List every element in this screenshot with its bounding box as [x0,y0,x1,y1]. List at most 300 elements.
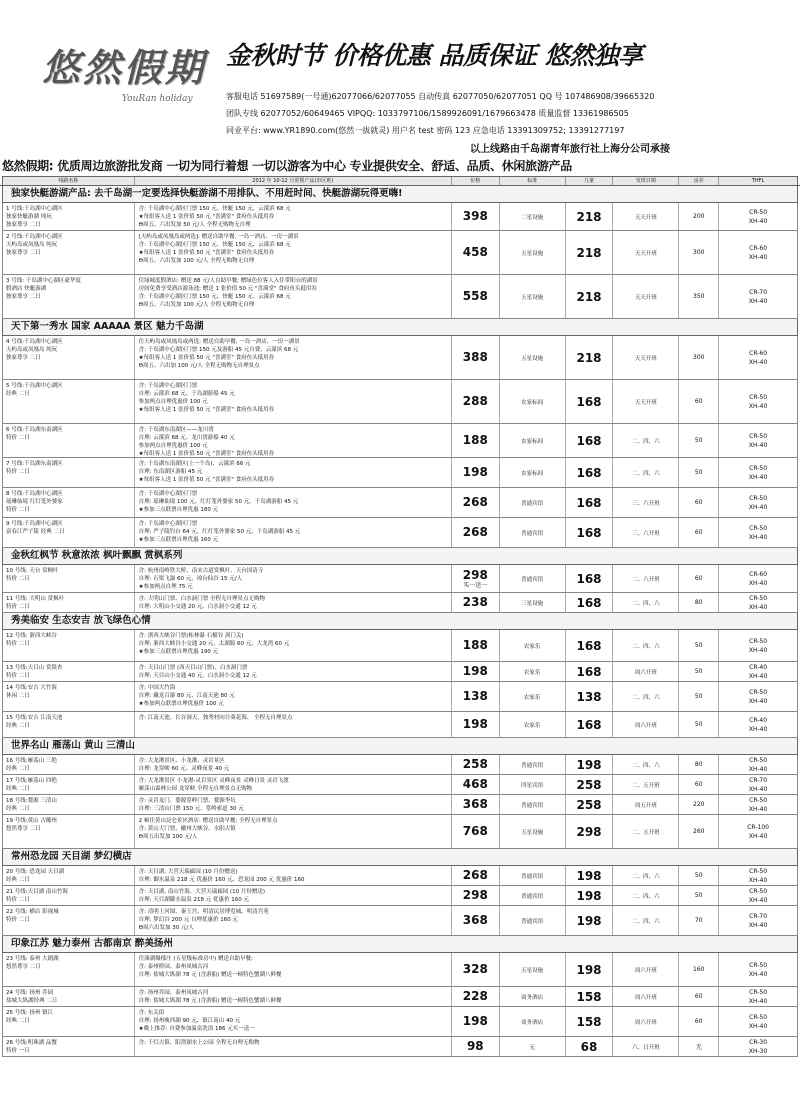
description-line: Ɵ周五出发加 100 元/人 [138,834,198,840]
route-name [3,518,135,547]
route-name-line: 特价 一日 [6,1048,30,1054]
route-name-line: 26 号线:明珠湖 品蟹 [6,1040,57,1046]
description-line: ★每组客人送 1 张价值 50 元 "喜满堂" 食府鱼头抵用券 [138,250,275,256]
price-value: 468 [462,777,488,791]
description-line: 自理: 藏龙百瀑 80 元、江南天池 80 元 [138,693,235,699]
thfl-line: XH-40 [748,217,768,225]
thfl-cell [719,1007,797,1036]
route-name-line: 25 号线: 扬州 镇江 [6,1010,54,1016]
thfl-cell [719,203,797,230]
room-diff-cell: 50 [679,458,719,487]
price-cell [452,795,500,814]
price-value: 288 [462,394,488,408]
description-line: 自理: 云濛滨 68 元、龙川湾游船 40 元 [138,435,235,441]
route-description [135,682,452,711]
standard-cell: 五星设施 [500,336,566,379]
route-name [3,755,135,774]
thfl-line: XH-40 [748,1022,768,1030]
description-line: 含: 千岛湖东南湖区——龙川湾 [138,427,214,433]
description-line: ★每组客人送 1 张价值 50 元 "喜满堂" 食府鱼头抵用券 [138,407,275,413]
description-line: 住溱湖爆郁庄 (五星级标准房中) 赠送自助早餐; [138,956,253,962]
thfl-cell [719,755,797,774]
table-row [2,712,798,738]
price-cell [452,380,500,423]
description-line: 含: 天目山门票 (西天目山门票)、白水洞门票 [138,665,248,671]
price-cell [452,565,500,592]
company-motto: 悠然假期: 优质周边旅游批发商 一切为同行着想 一切以游客为中心 专业提供安全、舒适、品质、休闲旅游产品 [2,159,572,173]
price-value: 198 [462,465,488,479]
thfl-line: CR-50 [749,594,768,602]
description-line: Ɵ周五、六出发加 100 元/人 全程无购物无自理 [138,302,255,308]
price-promo: 买一送一 [463,581,488,589]
thfl-cell [719,630,797,661]
table-header [2,176,798,186]
description-line: 自理: 御水温泉 218 元 优惠价 160 元、恐龙园 200 元 优惠价 160 [138,877,305,883]
thfl-line: XH-40 [748,358,768,366]
table-row [2,336,798,380]
room-diff-cell: 50 [679,886,719,905]
thfl-line: CR-70 [749,776,768,784]
route-name-line: 15 号线:安吉 江南天池 [6,715,63,721]
route-name [3,336,135,379]
thfl-line: XH-40 [748,997,768,1005]
route-name-line: 悠然尊享 二日 [6,964,41,970]
header-description: 2012 年 10-12 月常规产品(市区班) [135,177,452,185]
price-cell [452,518,500,547]
header-child: 儿童 [566,177,614,185]
table-row [2,203,798,231]
price-value: 198 [462,1014,488,1028]
standard-cell: 农家标间 [500,458,566,487]
thfl-cell [719,682,797,711]
departure-cell: 天天开班 [613,231,679,274]
route-name-line: 独家尊享 二日 [6,250,41,256]
route-name [3,203,135,230]
room-diff-cell: 300 [679,336,719,379]
standard-cell: 无 [500,1037,566,1056]
route-description [135,565,452,592]
description-line: Ɵ周五、六出加 100 元/人 全程无购物无自理景点 [138,363,260,369]
thfl-cell [719,906,797,935]
price-value: 138 [462,689,488,703]
route-name-line: 天屿岛或凤凰岛 纯玩 [6,347,58,353]
description-line: 自理: 天目湖御水温泉 218 元 优惠价 160 元 [138,897,250,903]
description-line: ★参加两点联票自理优惠价 100 元 [138,701,224,707]
departure-cell: 周六开班 [613,987,679,1006]
thfl-line: XH-40 [748,970,768,978]
departure-cell: 二、六开班 [613,565,679,592]
departure-cell: 二、四、六 [613,630,679,661]
route-name-line: 天屿岛或凤凰岛 纯玩 [6,242,58,248]
standard-cell: 五星设施 [500,815,566,848]
departure-cell: 周六开班 [613,712,679,737]
price-value: 258 [462,757,488,771]
thfl-line: XH-40 [748,579,768,587]
description-line: ★参加三点联票自理优惠 190 元 [138,649,219,655]
description-line: 自理: 石梁飞瀑 60 元、琼台仙谷 15 元/人 [138,576,243,582]
description-line: 含: 千岛湖中心湖区门票 [138,383,198,389]
room-diff-cell: 60 [679,380,719,423]
departure-cell: 二、四、六 [613,593,679,612]
route-name-line: 特价 二日 [6,897,30,903]
route-name [3,1007,135,1036]
route-name-line: 5 号线:千岛湖中心湖区 [6,383,63,389]
route-name-line: 13 号线:天目山 赏银杏 [6,665,63,671]
standard-cell: 商务酒店 [500,987,566,1006]
child-price-cell: 218 [566,231,614,274]
table-row [2,1037,798,1057]
child-price-cell: 168 [566,488,614,517]
thfl-cell [719,953,797,986]
thfl-line: CR-50 [749,756,768,764]
description-line: ★每组客人送 1 张价值 50 元 "喜满堂" 食府鱼头抵用券 [138,355,275,361]
description-line: 自理: 天目山小交通 40 元、白水洞小交通 12 元 [138,673,257,679]
child-price-cell: 168 [566,458,614,487]
table-row [2,593,798,613]
route-name-line: 20 号线: 恐龙园 天目湖 [6,869,65,875]
description-line: 含: 千岛湖中心湖区门票 150 元、快艇 150 元、云濛滨 68 元 [138,206,291,212]
main-slogan: 金秋时节 价格优惠 品质保证 悠然独享 [226,41,643,70]
description-line: 含: 大明山门票、白水洞门票 全程无自理景点无购物 [138,596,266,602]
description-line: 含: 千灯古镇、阳澄湖水上公园 全程无自理无购物 [138,1040,260,1046]
description-line: 含: 千岛湖中心湖区门票 [138,521,198,527]
departure-cell: 二、四、六 [613,682,679,711]
route-name-line: 特价 二日 [6,469,30,475]
child-price-cell: 158 [566,987,614,1006]
thfl-cell [719,815,797,848]
route-name-line: 2 号线:千岛湖中心湖区 [6,234,63,240]
route-description [135,518,452,547]
table-row [2,275,798,319]
route-name [3,712,135,737]
child-price-cell: 68 [566,1037,614,1056]
departure-cell: 六、日开班 [613,1037,679,1056]
description-line: Ɵ周五、六出发加 50 元/人 全程无购物无自理 [138,222,251,228]
child-price-cell: 168 [566,380,614,423]
room-diff-cell: 80 [679,593,719,612]
thfl-line: XH-40 [748,297,768,305]
thfl-line: CR-50 [749,688,768,696]
route-description [135,231,452,274]
route-name-line: 休闲 二日 [6,693,30,699]
product-table [2,186,798,1057]
room-diff-cell: 50 [679,424,719,457]
description-line: 住天屿岛或凤凰岛或两选: 赠送自助早餐, 一岛一酒店、一房一湖景 [138,339,300,345]
route-name-line: 经典 二日 [6,786,30,792]
thfl-line: CR-50 [749,988,768,996]
route-name-line: 8 号线:千岛湖中心湖区 [6,491,63,497]
price-cell [452,630,500,661]
departure-cell: 二、四、六 [613,886,679,905]
price-value: 268 [462,868,488,882]
description-line: ★每组客人送 1 张价值 50 元 "喜满堂" 食府鱼头抵用券 [138,214,275,220]
thfl-line: CR-40 [749,663,768,671]
header-departure: 发班日期 [613,177,679,185]
price-cell [452,682,500,711]
section-title: 独家快艇游湖产品: 去千岛湖一定要选择快艇游湖不用排队、不用赶时间、快艇游湖玩得更嗨! [2,186,798,203]
section-title: 金秋红枫节 秋意浓浓 枫叶飘飘 赏枫系列 [2,548,798,565]
route-name [3,488,135,517]
room-diff-cell: 300 [679,231,719,274]
description-line: ★晚上推荐: 自费参加温泉洗浴 186 元买一送一 [138,1026,255,1032]
thfl-line: CR-100 [747,823,769,831]
description-line: 含: 大龙湫景区 小龙湫-灵岩景区 灵峰夜景 灵峰日景 灵岩飞渡 [138,778,289,784]
departure-cell: 天天开班 [613,275,679,318]
description-line: Ɵ周五、六出发加 100 元/人 全程无购物无自理 [138,258,255,264]
route-description [135,712,452,737]
route-name-line: 独家尊享 二日 [6,222,41,228]
price-cell [452,866,500,885]
route-description [135,380,452,423]
child-price-cell: 198 [566,755,614,774]
child-price-cell: 168 [566,662,614,681]
route-name-line: 22 号线: 横店 影视城 [6,909,59,915]
route-name [3,815,135,848]
room-diff-cell: 70 [679,906,719,935]
price-value: 368 [462,913,488,927]
price-cell [452,953,500,986]
header-room-diff: 房差 [679,177,719,185]
thfl-line: CR-50 [749,887,768,895]
thfl-line: CR-70 [749,912,768,920]
table-row [2,488,798,518]
departure-cell: 二、四、六 [613,424,679,457]
departure-cell: 二、四、六 [613,866,679,885]
standard-cell: 商务酒店 [500,1007,566,1036]
departure-cell: 天天开班 [613,203,679,230]
description-line: ★参加三点联票自理优惠 180 元 [138,507,219,513]
departure-cell: 三、六开班 [613,518,679,547]
table-row [2,866,798,886]
child-price-cell: 198 [566,906,614,935]
standard-cell: 农家乐 [500,682,566,711]
route-note: 以上线路由千岛湖青年旅行社上海分公司承接 [470,144,670,155]
standard-cell: 农家乐 [500,662,566,681]
thfl-line: CR-50 [749,432,768,440]
thfl-line: CR-70 [749,288,768,296]
departure-cell: 周五开班 [613,795,679,814]
thfl-line: XH-40 [748,697,768,705]
thfl-line: CR-50 [749,393,768,401]
thfl-cell [719,458,797,487]
description-line: 含: 千岛湖中心湖区门票 [138,491,198,497]
room-diff-cell: 60 [679,1007,719,1036]
price-cell [452,1037,500,1056]
table-row [2,953,798,987]
route-name-line: 特价 二日 [6,917,30,923]
room-diff-cell: 160 [679,953,719,986]
price-value: 558 [462,289,488,303]
route-name-line: 10 号线: 天台 赏枫叶 [6,568,59,574]
thfl-line: XH-40 [748,725,768,733]
thfl-line: CR-50 [749,961,768,969]
table-row [2,682,798,712]
description-line: 含: 千岛湖东南湖区(上一个岛)、云濛滨 66 元 [138,461,251,467]
route-description [135,775,452,794]
room-diff-cell: 60 [679,775,719,794]
route-name [3,987,135,1006]
table-row [2,1007,798,1037]
child-price-cell: 168 [566,712,614,737]
description-line: ★参加两点自理 75 元 [138,584,193,590]
thfl-line: XH-40 [748,646,768,654]
route-name-line: 经典 二日 [6,1018,30,1024]
departure-cell: 周六开班 [613,1007,679,1036]
route-name-line: 7 号线:千岛湖东南湖区 [6,461,63,467]
standard-cell: 农家乐 [500,712,566,737]
route-name [3,630,135,661]
header-price: 价格 [452,177,500,185]
logo-chinese-text: 悠然假期 [42,45,207,90]
thfl-cell [719,712,797,737]
child-price-cell: 198 [566,866,614,885]
route-name [3,231,135,274]
departure-cell: 三、六开班 [613,488,679,517]
description-line: 含: 黄山大门票、徽州大峡谷、水阳古镇 [138,826,236,832]
thfl-line: XH-40 [748,765,768,773]
standard-cell: 普通宾馆 [500,488,566,517]
description-line: 自理: 云濛滨 68 元、千岛湖游船 45 元 [138,391,235,397]
standard-cell: 农家标间 [500,380,566,423]
price-cell [452,336,500,379]
route-name-line: 23 号线: 泰州 大剧湖 [6,956,59,962]
departure-cell: 二、五开班 [613,815,679,848]
route-name-line: 独家尊享 二日 [6,294,41,300]
route-description [135,275,452,318]
section-title: 秀美临安 生态安吉 放飞绿色心情 [2,613,798,630]
route-name-line: 瑶琳仙境 红灯笼外婆家 [6,499,63,505]
thfl-line: CR-50 [749,524,768,532]
price-value: 198 [462,664,488,678]
route-name-line: 富春江严子陵 经典 二日 [6,529,65,535]
thfl-line: XH-40 [748,603,768,611]
child-price-cell: 258 [566,795,614,814]
route-name-line: 经典 二日 [6,723,30,729]
route-name [3,424,135,457]
room-diff-cell: 50 [679,630,719,661]
standard-cell: 普通宾馆 [500,518,566,547]
table-row [2,906,798,936]
route-description [135,488,452,517]
thfl-cell [719,231,797,274]
child-price-cell: 138 [566,682,614,711]
thfl-line: XH-30 [748,1047,768,1055]
price-value: 268 [462,495,488,509]
description-line: 含: 千岛湖中心湖区门票 150 元、快艇 150 元、云濛滨 68 元 [138,294,291,300]
price-value: 768 [462,824,488,838]
route-name-line: 独家尊享 二日 [6,355,41,361]
child-price-cell: 168 [566,593,614,612]
description-line: 含: 灵岩龙门、婺源篁岭门票、婺源李坑 [138,798,236,804]
description-line: 自理: 东南湖区游船 45 元 [138,469,203,475]
standard-cell: 农家乐 [500,630,566,661]
description-line: 自理: 龙穿峡 60 元、灵峰夜景 40 元 [138,766,230,772]
route-name-line: 24 号线: 扬州 乔园 [6,990,54,996]
route-name-line: 特价 二日 [6,673,30,679]
header-thfl: THFL [751,178,765,184]
header-route-name: 线路名称 [3,177,135,185]
child-price-cell: 258 [566,775,614,794]
departure-cell: 周六开班 [613,662,679,681]
description-line: 自理: 盐城大纵湖 78 元 (含游船) 赠送一顿特色蟹湖八鲜餐 [138,998,282,1004]
standard-cell: 农家标间 [500,424,566,457]
price-value: 238 [462,595,488,609]
thfl-cell [719,795,797,814]
thfl-line: XH-40 [748,921,768,929]
route-description [135,1007,452,1036]
table-row [2,458,798,488]
description-line: 含: 扬州乔园、泰州凤城古河 [138,990,209,996]
route-description [135,987,452,1006]
thfl-cell [719,380,797,423]
route-name [3,795,135,814]
description-line: 含: 泰州桥园、泰州凤城古河 [138,964,209,970]
price-value: 228 [462,989,488,1003]
child-price-cell: 198 [566,953,614,986]
thfl-line: XH-40 [748,805,768,813]
header-standard: 标准 [500,177,566,185]
standard-cell: 普通宾馆 [500,906,566,935]
route-name-line: 盐城大纵湖经典 二日 [6,998,58,1004]
route-description [135,630,452,661]
description-line: ★每组客人送 1 张价值 50 元 "喜满堂" 食府鱼头抵用券 [138,477,275,483]
standard-cell: 四星宾馆 [500,775,566,794]
room-diff-cell: 60 [679,488,719,517]
room-diff-cell: 50 [679,866,719,885]
departure-cell: 周六开班 [613,953,679,986]
description-line: Ɵ周六出发加 30 元/人 [138,925,194,931]
child-price-cell: 168 [566,630,614,661]
contact-line-service: 客服电话 51697589(一号通)62077066/62077055 自动传真 62077050/62077051 QQ 号 107486908/39665320 [226,92,655,101]
thfl-line: XH-40 [748,832,768,840]
route-name [3,275,135,318]
brand-logo [42,46,232,128]
route-description [135,906,452,935]
price-cell [452,906,500,935]
description-line: 含: 千岛湖中心湖区门票 150 元、快艇 150 元、云濛滨 68 元 [138,242,291,248]
table-row [2,565,798,593]
description-line: 自理: 瑶琳仙境 100 元、红灯笼外婆家 50 元、千岛湖游船 45 元 [138,499,299,505]
thfl-line: CR-60 [749,570,768,578]
child-price-cell: 168 [566,518,614,547]
description-line: 房间免费享受酒店游泳池; 赠送 1 张价值 50 元 "喜满堂" 食府鱼头抵用券 [138,286,317,292]
standard-cell: 五星设施 [500,953,566,986]
price-value: 398 [462,209,488,223]
logo-english-text: YouRan holiday [122,94,193,104]
child-price-cell: 218 [566,336,614,379]
route-name-line: 3 号线: 千岛湖中心湖区豪华度 [6,278,81,284]
thfl-line: XH-40 [748,785,768,793]
thfl-line: XH-40 [748,672,768,680]
description-line: ★每组客人送 1 张价值 50 元 "喜满堂" 食府鱼头抵用券 [138,451,275,457]
price-value: 388 [462,350,488,364]
route-name-line: 特价 二日 [6,641,30,647]
description-line: 含: 中国大竹海 [138,685,176,691]
route-name-line: 17 号线:雁荡山 四绝 [6,778,57,784]
route-description [135,886,452,905]
price-cell [452,424,500,457]
description-line: 含: 浙西大峡谷门票(柘林瀑 石榴谷 剑门关) [138,633,244,639]
section-title: 常州恐龙园 天目湖 梦幻横店 [2,849,798,866]
thfl-line: CR-30 [749,1038,768,1046]
child-price-cell: 168 [566,565,614,592]
table-row [2,987,798,1007]
room-diff-cell: 220 [679,795,719,814]
thfl-cell [719,565,797,592]
description-line: 含: 东关街 [138,1010,165,1016]
description-line: 2 顿住黄山昆仑景区酒店: 赠送自助早餐; 全程无自理景点 [138,818,278,824]
table-row [2,662,798,682]
